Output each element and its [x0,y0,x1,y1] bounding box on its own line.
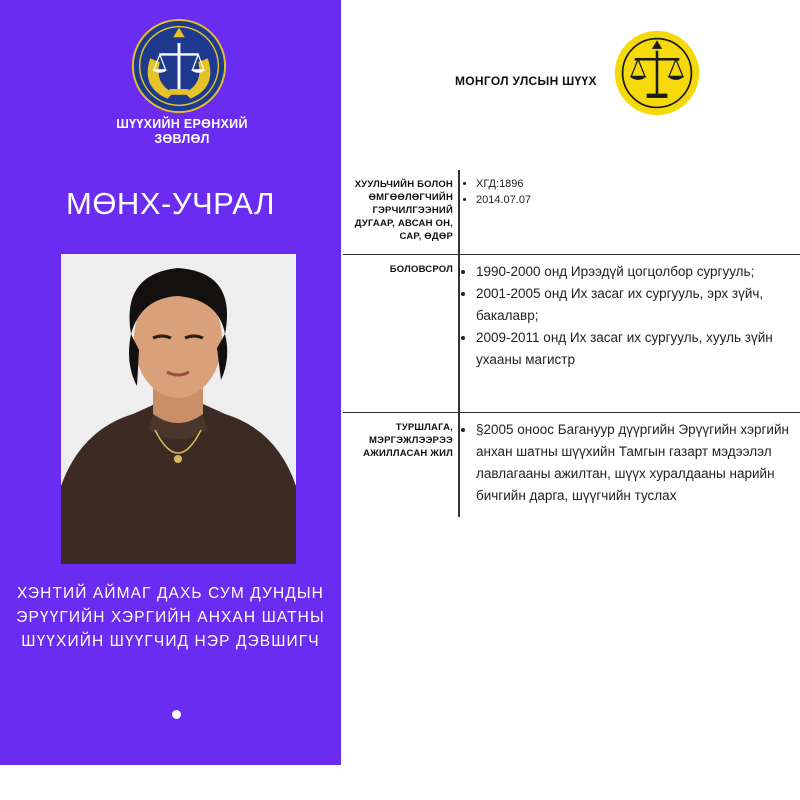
list-item: • ХГД:1896 [476,176,790,192]
nomination-text [0,582,341,654]
info-row-education [343,255,800,413]
info-table [343,170,800,517]
scales-of-justice-emblem-icon [614,30,700,116]
row-content [460,413,800,517]
candidate-photo [61,254,296,564]
info-row-certificate [343,170,800,255]
nomination-line: ШҮҮХИЙН ШҮҮГЧИД НЭР ДЭВШИГЧ [21,633,320,650]
council-name [60,117,304,147]
dot-icon[interactable] [172,710,181,719]
info-row-experience [343,413,800,517]
row-label: БОЛОВСРОЛ [389,264,453,275]
list-item: • 1990-2000 онд Ирээдүй цогцолбор сургууль; [476,261,790,283]
row-label: ТУРШЛАГА, МЭРГЭЖЛЭЭРЭЭ АЖИЛЛАСАН ЖИЛ [363,422,453,459]
certificate-list [460,176,790,208]
experience-list [460,419,790,507]
sidebar-panel [0,0,341,765]
nomination-line: ХЭНТИЙ АЙМАГ ДАХЬ СУМ ДУНДЫН [17,585,324,602]
list-item: • §2005 оноос Багануур дүүргийн Эрүүгийн хэргийн анхан шатны шүүхийн Тамгын газарт мэдээлэл лавлагааны ажилтан, шүүх хуралдааны нарийн бичгийн дарга, шүүгчийн туслах [476,419,790,507]
row-content [460,255,800,412]
scales-hands-emblem-icon [131,18,227,114]
education-list [460,261,790,371]
row-label: ХУУЛЬЧИЙН БОЛОН ӨМГӨӨЛӨГЧИЙН ГЭРЧИЛГЭЭНИЙ ДУГААР, АВСАН ОН, САР, ӨДӨР [354,179,453,242]
nomination-line: ЭРҮҮГИЙН ХЭРГИЙН АНХАН ШАТНЫ [16,609,325,626]
council-name-line: ЗӨВЛӨЛ [154,132,210,146]
list-item: • 2014.07.07 [476,192,790,208]
portrait-illustration [61,254,296,564]
council-name-line: ШҮҮХИЙН ЕРӨНХИЙ [116,117,248,131]
candidate-name: МӨНХ-УЧРАЛ [66,186,275,221]
list-item: • 2009-2011 онд Их засаг их сургууль, хууль зүйн ухааны магистр [476,327,790,371]
list-item: • 2001-2005 онд Их засаг их сургууль, эрх зүйч, бакалавр; [476,283,790,327]
court-title: МОНГОЛ УЛСЫН ШҮҮХ [455,74,597,88]
row-content [460,170,800,254]
